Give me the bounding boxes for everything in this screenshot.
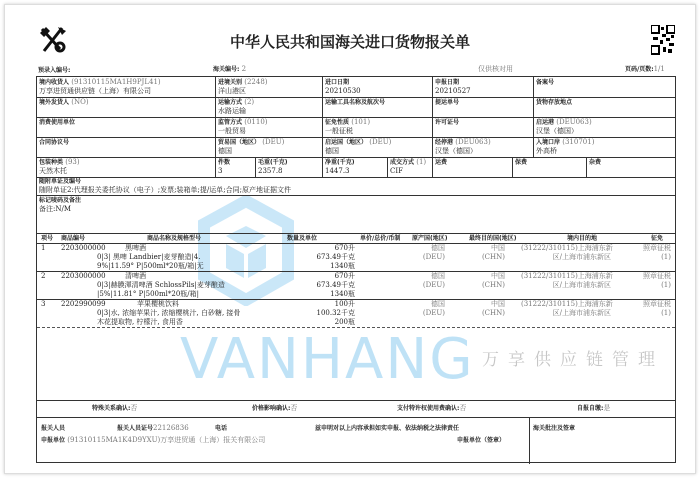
customs-approval-label: 海关批注及签章 <box>533 425 576 432</box>
marks: 备注:N/M <box>39 205 72 213</box>
unit-label: 申报单位 <box>41 437 66 444</box>
deal: CIF <box>390 167 403 175</box>
col-origin: 原产国(地区) <box>412 235 448 242</box>
declare-date: 20210527 <box>435 87 471 95</box>
item-quantity: 673.49千克 <box>316 253 355 261</box>
item-domestic: (31222/310115)上海浦东新 <box>521 244 613 252</box>
entry-port: 洋山港区 <box>218 87 246 95</box>
trade-country-label: 贸易国（地区） <box>218 139 261 146</box>
watermark-brand: VANHANG <box>180 327 475 392</box>
page-label: 页码/页数: <box>625 66 654 73</box>
consignee: 万享进贸通供应链（上海）有限公司 <box>39 87 151 95</box>
entry-place-code: (310701) <box>562 138 595 146</box>
freight-label: 运费 <box>435 159 448 166</box>
item-levy: 照章征税 <box>643 272 671 280</box>
package-code: (93) <box>65 158 80 166</box>
item-quantity: 670升 <box>334 244 355 252</box>
entry-place-label: 入境口岸 <box>536 139 561 146</box>
item-name: 苹果樱桃饮料 <box>137 300 179 308</box>
pre-entry-no-label: 预录入编号: <box>38 67 71 74</box>
watermark-cn: 万享供应链管理 <box>482 350 664 370</box>
col-name: 商品名称及规格型号 <box>147 235 202 242</box>
item-dest-code: (CHN) <box>481 309 505 317</box>
docs-label: 随附单证及编号 <box>39 178 82 185</box>
consumer-label: 消费使用单位 <box>39 119 76 126</box>
declarer-cert-label: 报关人员证号 <box>117 425 154 432</box>
self-pay-label: 自报自缴: <box>577 405 604 412</box>
qr-code-icon <box>651 25 675 55</box>
item-domestic: (31222/310115)上海浦东新 <box>521 272 613 280</box>
docs: 随附单证2:代理报关委托协议（电子）;发票;装箱单;提/运单;合同;原产地证据文件 <box>39 186 291 194</box>
entry-port-label: 进境关别 <box>218 79 243 86</box>
item-quantity: 100.32千克 <box>316 309 355 317</box>
depart-country: 德国 <box>325 147 339 155</box>
item-domestic-2: 区/上海市浦东新区 <box>552 281 611 289</box>
origin-port: 汉堡（德国） <box>536 127 578 135</box>
declaration-form <box>36 76 676 463</box>
price-impact-label: 价格影响确认: <box>252 405 291 412</box>
declare-date-label: 申报日期 <box>435 79 460 86</box>
col-dest: 最终目的国(地区) <box>469 235 517 242</box>
supervision: 一般贸易 <box>218 127 246 135</box>
pieces-label: 件数 <box>218 159 231 166</box>
col-price: 单价/总价/币制 <box>360 235 401 242</box>
misc-label: 杂费 <box>589 159 602 166</box>
declarer-cert: 22126836 <box>153 424 189 432</box>
col-levy: 征免 <box>651 235 664 242</box>
item-domestic-2: 区/上海市浦东新区 <box>552 253 611 261</box>
net-weight-label: 净重(千克) <box>325 159 355 166</box>
special-relation: 否 <box>130 404 138 412</box>
item-quantity: 670升 <box>334 272 355 280</box>
item-origin: 德国 <box>431 244 445 252</box>
transport-mode-code: (2) <box>244 98 255 106</box>
insurance-label: 保费 <box>515 159 528 166</box>
import-date: 20210530 <box>325 87 361 95</box>
gross-weight: 2357.8 <box>258 167 283 175</box>
declarer-label: 报关人员 <box>41 425 66 432</box>
item-spec: 0|3|赫膜渾清啤酒 SchlossPils|麦芽酿造 <box>97 281 225 289</box>
item-levy: 照章征税 <box>643 244 671 252</box>
supervision-code: (0110) <box>244 118 268 126</box>
marks-label: 标记唛码及备注 <box>39 197 82 204</box>
item-dest-code: (CHN) <box>481 281 505 289</box>
supervision-label: 监管方式 <box>218 119 243 126</box>
item-no: 3 <box>41 300 46 308</box>
customs-no: 2 <box>241 65 247 73</box>
storage-label: 货物存放地点 <box>536 99 573 106</box>
consignee-code: (91310115MA1H9PJL41) <box>71 78 161 86</box>
item-origin-code: (DEU) <box>422 309 445 317</box>
levy-code: (101) <box>351 118 371 126</box>
deal-label: 成交方式 <box>390 159 415 166</box>
item-spec-2: |5%|11.81° P|500ml*20瓶/箱| <box>97 290 200 298</box>
item-dest: 中国 <box>491 272 505 280</box>
contract-label: 合同协议号 <box>39 139 70 146</box>
license-label: 许可证号 <box>435 119 460 126</box>
pieces: 3 <box>218 167 223 175</box>
deal-code: (1) <box>416 158 427 166</box>
bl-label: 提运单号 <box>435 99 460 106</box>
special-relation-label: 特殊关系确认: <box>92 405 131 412</box>
phone-label: 电话 <box>215 425 228 432</box>
package-label: 包装种类 <box>39 159 64 166</box>
item-dest-code: (CHN) <box>481 253 505 261</box>
seal-label: 申报单位（签章） <box>457 437 506 444</box>
shipper-code: (NO) <box>71 98 89 106</box>
vessel-label: 运输工具名称及航次号 <box>325 99 386 106</box>
item-code: 2203000000 <box>61 272 106 280</box>
item-name: 黑啤酒 <box>125 244 146 252</box>
item-spec-2: 木花提取物, 柠檬汁, 食用香 <box>97 318 183 326</box>
item-no: 1 <box>41 244 46 252</box>
item-spec-2: 9%|11.59° P|500ml*20瓶/箱|无 <box>97 262 204 270</box>
net-weight: 1447.3 <box>325 167 350 175</box>
col-code: 商品编号 <box>61 235 86 242</box>
self-pay: 是 <box>603 404 611 412</box>
item-dest: 中国 <box>491 244 505 252</box>
item-origin: 德国 <box>431 300 445 308</box>
transport-mode: 水路运输 <box>218 107 246 115</box>
item-no: 2 <box>41 272 46 280</box>
depart-country-label: 启运国（地区） <box>325 139 368 146</box>
col-qty: 数量及单位 <box>287 235 318 242</box>
trade-country-code: (DEU) <box>262 138 285 146</box>
item-code: 2202990099 <box>61 300 106 308</box>
item-levy: 照章征税 <box>643 300 671 308</box>
item-quantity: 200瓶 <box>334 318 355 326</box>
item-quantity: 1340瓶 <box>330 290 355 298</box>
item-levy-code: (1) <box>661 281 671 289</box>
customs-no-label: 海关编号: <box>213 66 240 73</box>
consignee-label: 境内收货人 <box>39 79 70 86</box>
item-domestic-2: 区/上海市浦东新区 <box>552 309 611 317</box>
price-impact: 否 <box>290 404 298 412</box>
levy: 一般征税 <box>325 127 353 135</box>
levy-label: 征免性质 <box>325 119 350 126</box>
item-spec: 0|3|水, 浓缩苹果汁, 浓缩樱桃汁, 白砂糖, 接骨 <box>97 309 241 317</box>
declaring-unit: (91310115MA1K4D9YXU)万享进贸通（上海）报关有限公司 <box>67 436 266 444</box>
item-levy-code: (1) <box>661 253 671 261</box>
item-code: 2203000000 <box>61 244 106 252</box>
entry-place: 外高桥 <box>536 147 557 155</box>
item-quantity: 1340瓶 <box>330 262 355 270</box>
item-levy-code: (1) <box>661 309 671 317</box>
shipper-label: 境外发货人 <box>39 99 70 106</box>
record-no-label: 备案号 <box>536 79 555 86</box>
item-origin-code: (DEU) <box>422 281 445 289</box>
stop-port: 汉堡（德国） <box>435 147 477 155</box>
gross-weight-label: 毛重(千克) <box>258 159 288 166</box>
transport-mode-label: 运输方式 <box>218 99 243 106</box>
verification-note: 仅供核对用 <box>478 65 513 73</box>
stop-port-code: (DEU063) <box>455 138 491 146</box>
royalty: 否 <box>459 404 467 412</box>
entry-port-code: (2248) <box>244 78 268 86</box>
origin-port-code: (DEU063) <box>556 118 592 126</box>
statement: 兹申明对以上内容承担如实申报、依法纳税之法律责任 <box>315 425 460 432</box>
page-number: 1/1 <box>653 65 665 73</box>
col-no: 项号 <box>41 235 54 242</box>
item-spec: 0|3| 黑啤 Landbier|麦芽酿造|4. <box>97 253 201 261</box>
item-quantity: 673.49千克 <box>316 281 355 289</box>
item-name: 清啤酒 <box>125 272 146 280</box>
item-quantity: 100升 <box>334 300 355 308</box>
item-origin-code: (DEU) <box>422 253 445 261</box>
royalty-label: 支付特许权使用费确认: <box>397 405 460 412</box>
package: 天然木托 <box>39 167 67 175</box>
col-domestic: 境内目的地 <box>567 235 598 242</box>
origin-port-label: 启运港 <box>536 119 555 126</box>
import-date-label: 进口日期 <box>325 79 350 86</box>
page-title: 中华人民共和国海关进口货物报关单 <box>229 33 470 51</box>
stop-port-label: 经停港 <box>435 139 454 146</box>
trade-country: 德国 <box>218 147 232 155</box>
item-origin: 德国 <box>431 272 445 280</box>
item-domestic: (31222/310115)上海浦东新 <box>521 300 613 308</box>
item-dest: 中国 <box>491 300 505 308</box>
depart-country-code: (DEU) <box>369 138 392 146</box>
